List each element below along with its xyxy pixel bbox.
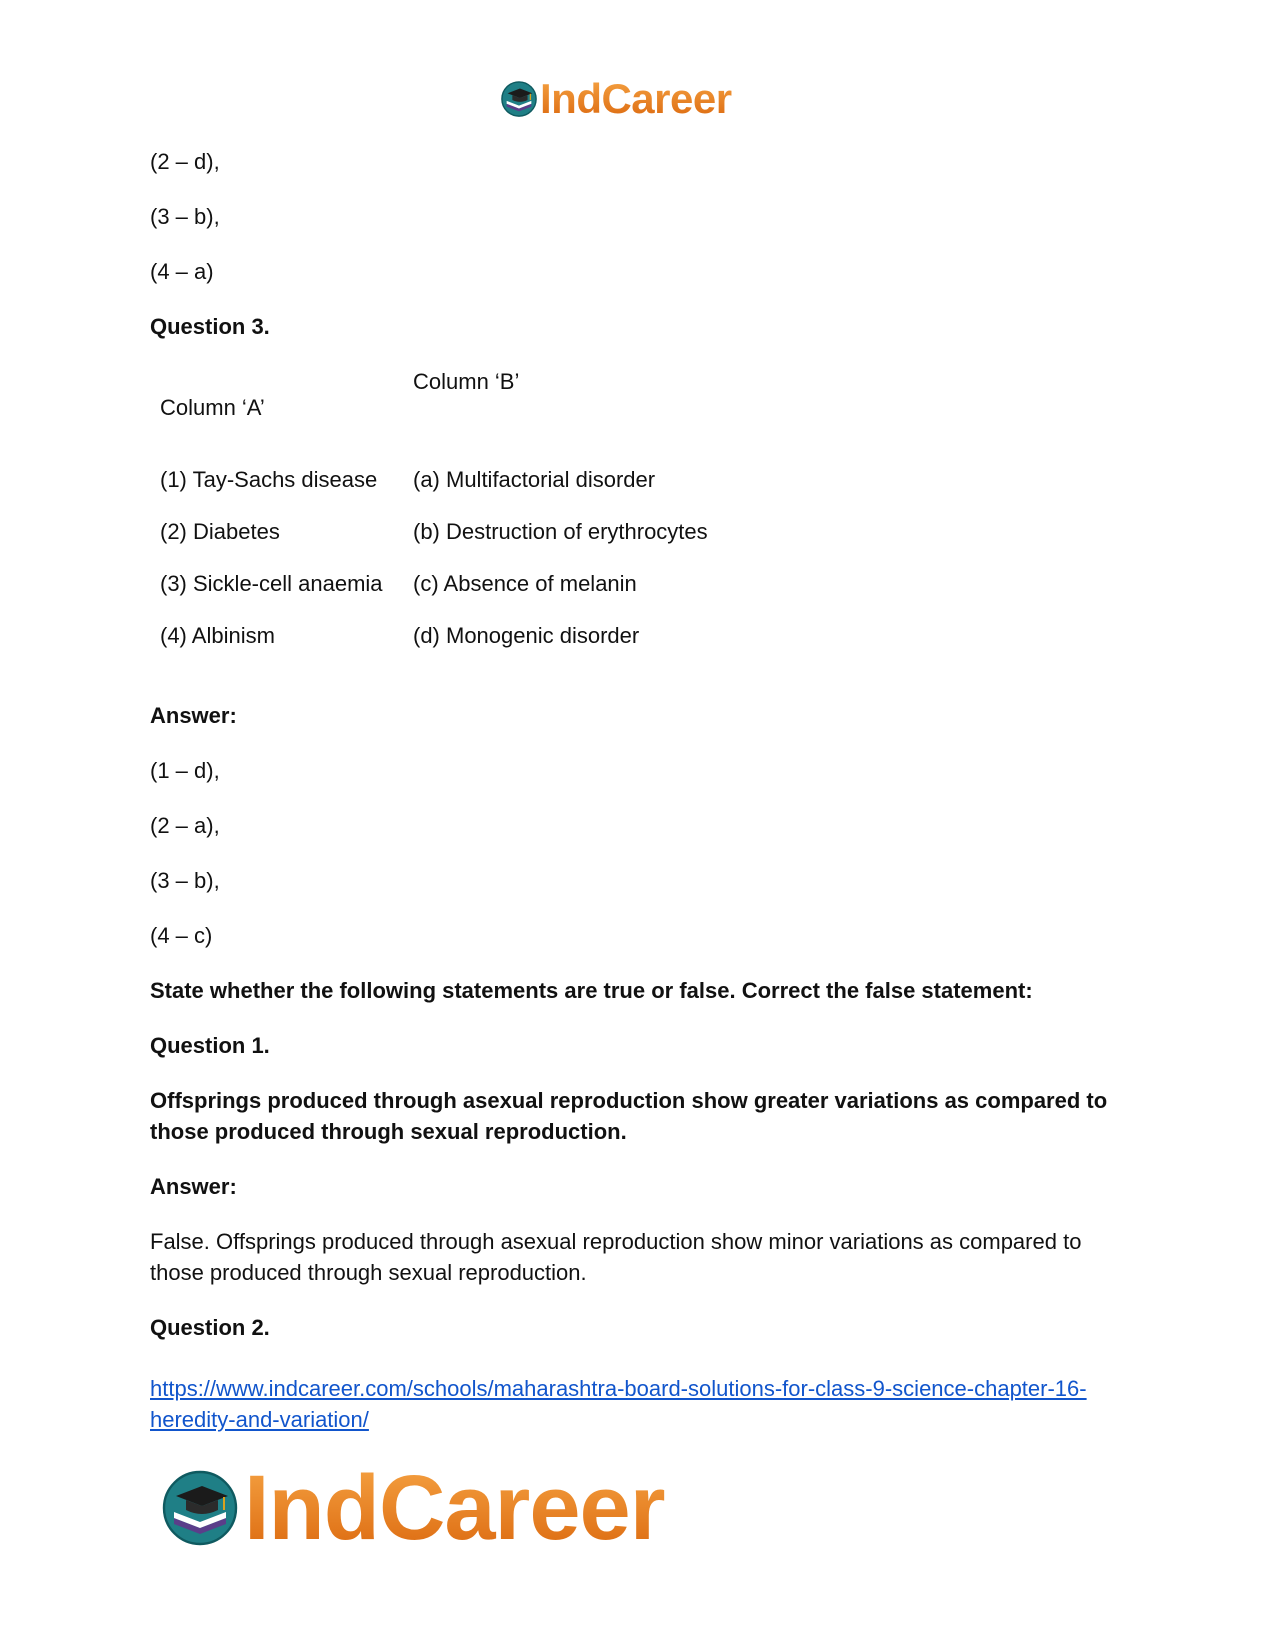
table-row bbox=[150, 568, 718, 620]
column-a-cell: (3) Sickle-cell anaemia bbox=[160, 571, 383, 596]
question-3-heading: Question 3. bbox=[150, 314, 270, 339]
prev-answer-line: (3 – b), bbox=[150, 204, 220, 229]
answer-label: Answer: bbox=[150, 1174, 237, 1199]
table-row bbox=[150, 464, 718, 516]
page-content bbox=[150, 146, 1130, 1459]
header-logo bbox=[500, 75, 732, 122]
column-a-cell: (4) Albinism bbox=[160, 623, 275, 648]
brand-wordmark: IndCareer bbox=[540, 75, 732, 122]
answer-line: (1 – d), bbox=[150, 758, 220, 783]
graduation-cap-book-icon bbox=[500, 80, 538, 118]
column-a-cell: (1) Tay-Sachs disease bbox=[160, 467, 378, 492]
prev-answer-line: (2 – d), bbox=[150, 149, 220, 174]
question-2-heading: Question 2. bbox=[150, 1315, 270, 1340]
table-header-row bbox=[150, 366, 718, 464]
column-a-header: Column ‘A’ bbox=[160, 395, 265, 420]
column-b-header: Column ‘B’ bbox=[413, 369, 520, 394]
column-b-cell: (a) Multifactorial disorder bbox=[413, 467, 656, 492]
column-b-cell: (d) Monogenic disorder bbox=[413, 623, 640, 648]
match-columns-table bbox=[150, 366, 718, 672]
column-b-cell: (c) Absence of melanin bbox=[413, 571, 637, 596]
answer-line: (2 – a), bbox=[150, 813, 220, 838]
question-1-statement: Offsprings produced through asexual reproduction show greater variations as compared to those produced through sexual reproduction. bbox=[150, 1088, 1108, 1144]
column-a-cell: (2) Diabetes bbox=[160, 519, 280, 544]
source-link[interactable]: https://www.indcareer.com/schools/maharashtra-board-solutions-for-class-9-science-chapter-16-heredity-and-variation/ bbox=[150, 1376, 1087, 1432]
footer-logo bbox=[160, 1457, 665, 1559]
table-row bbox=[150, 620, 718, 672]
answer-line: (4 – c) bbox=[150, 923, 213, 948]
answer-label: Answer: bbox=[150, 703, 237, 728]
section-heading: State whether the following statements are true or false. Correct the false statement: bbox=[150, 978, 1033, 1003]
table-row bbox=[150, 516, 718, 568]
column-b-cell: (b) Destruction of erythrocytes bbox=[413, 519, 708, 544]
answer-line: (3 – b), bbox=[150, 868, 220, 893]
brand-wordmark: IndCareer bbox=[244, 1457, 665, 1559]
question-1-answer: False. Offsprings produced through asexual reproduction show minor variations as compared to those produced through sexual reproduction. bbox=[150, 1229, 1082, 1285]
graduation-cap-book-icon bbox=[160, 1468, 240, 1548]
question-1-heading: Question 1. bbox=[150, 1033, 270, 1058]
prev-answer-line: (4 – a) bbox=[150, 259, 214, 284]
